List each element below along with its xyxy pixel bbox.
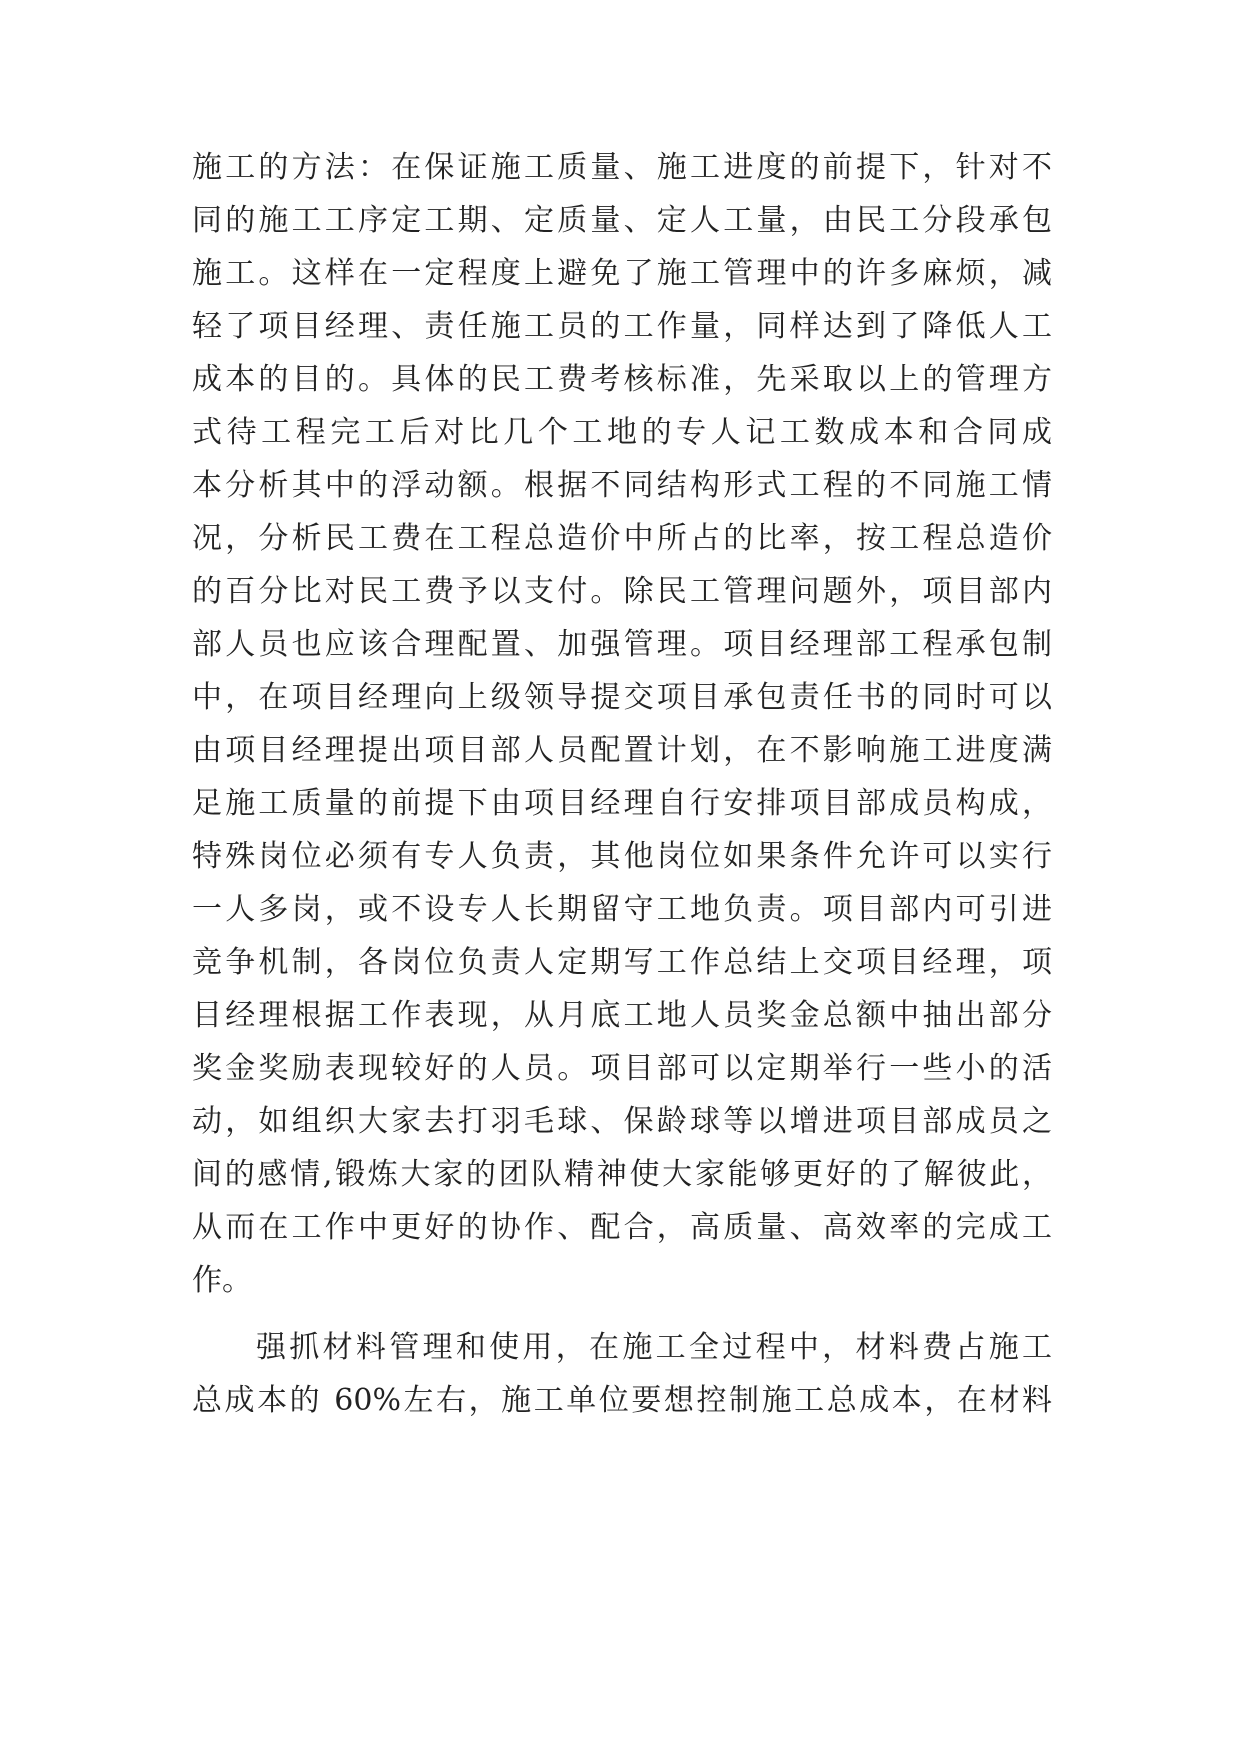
paragraph-1-line: 动，如组织大家去打羽毛球、保龄球等以增进项目部成员之 bbox=[192, 1104, 1052, 1139]
paragraph-1-line: 由项目经理提出项目部人员配置计划，在不影响施工进度满 bbox=[192, 733, 1052, 768]
paragraph-1-line: 奖金奖励表现较好的人员。项目部可以定期举行一些小的活 bbox=[192, 1051, 1052, 1086]
paragraph-1-line: 成本的目的。具体的民工费考核标准，先采取以上的管理方 bbox=[192, 362, 1052, 397]
paragraph-1-line: 目经理根据工作表现，从月底工地人员奖金总额中抽出部分 bbox=[192, 998, 1052, 1033]
paragraph-1-line: 从而在工作中更好的协作、配合，高质量、高效率的完成工 bbox=[192, 1210, 1052, 1245]
paragraph-1-line: 中，在项目经理向上级领导提交项目承包责任书的同时可以 bbox=[192, 680, 1052, 715]
paragraph-1-line: 部人员也应该合理配置、加强管理。项目经理部工程承包制 bbox=[192, 627, 1052, 662]
paragraph-1-line: 式待工程完工后对比几个工地的专人记工数成本和合同成 bbox=[192, 415, 1052, 450]
paragraph-1-line: 的百分比对民工费予以支付。除民工管理问题外，项目部内 bbox=[192, 574, 1052, 609]
paragraph-1-line: 特殊岗位必须有专人负责，其他岗位如果条件允许可以实行 bbox=[192, 839, 1052, 874]
paragraph-1-line: 本分析其中的浮动额。根据不同结构形式工程的不同施工情 bbox=[192, 468, 1052, 503]
paragraph-1-line: 竞争机制，各岗位负责人定期写工作总结上交项目经理，项 bbox=[192, 945, 1052, 980]
paragraph-2-line: 总成本的 60%左右，施工单位要想控制施工总成本，在材料 bbox=[192, 1383, 1052, 1418]
paragraph-1-line: 作。 bbox=[192, 1263, 252, 1298]
paragraph-1-line: 同的施工工序定工期、定质量、定人工量，由民工分段承包 bbox=[192, 203, 1052, 238]
paragraph-1-line: 施工。这样在一定程度上避免了施工管理中的许多麻烦，减 bbox=[192, 256, 1052, 291]
paragraph-1-line: 足施工质量的前提下由项目经理自行安排项目部成员构成， bbox=[192, 786, 1052, 821]
paragraph-1-line: 间的感情,锻炼大家的团队精神使大家能够更好的了解彼此， bbox=[192, 1157, 1052, 1192]
paragraph-1-line: 一人多岗，或不设专人长期留守工地负责。项目部内可引进 bbox=[192, 892, 1052, 927]
paragraph-1-line: 轻了项目经理、责任施工员的工作量，同样达到了降低人工 bbox=[192, 309, 1052, 344]
paragraph-1-line: 况，分析民工费在工程总造价中所占的比率，按工程总造价 bbox=[192, 521, 1052, 556]
paragraph-1-line: 施工的方法：在保证施工质量、施工进度的前提下，针对不 bbox=[192, 150, 1052, 185]
paragraph-2-line: 强抓材料管理和使用，在施工全过程中，材料费占施工 bbox=[256, 1330, 1052, 1365]
